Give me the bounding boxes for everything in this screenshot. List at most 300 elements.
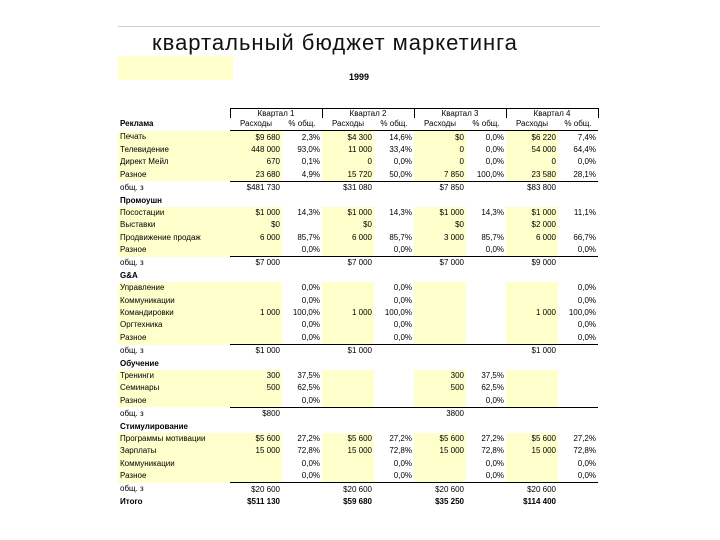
percent-cell (374, 257, 414, 270)
row-label: Выставки (118, 219, 230, 231)
expense-cell (322, 332, 374, 345)
expense-cell: $481 730 (230, 181, 282, 194)
expense-cell: 0 (414, 156, 466, 168)
expense-cell: 15 000 (322, 445, 374, 457)
expense-cell: 448 000 (230, 144, 282, 156)
percent-cell (374, 483, 414, 496)
percent-cell (466, 294, 506, 306)
expense-cell (230, 244, 282, 257)
expense-cell (322, 319, 374, 331)
expense-cell: 23 580 (506, 169, 558, 182)
expense-cell (230, 294, 282, 306)
year-label: 1999 (348, 72, 370, 82)
percent-cell: 0,0% (577, 332, 596, 342)
percent-cell (466, 282, 506, 294)
percent-cell (466, 420, 506, 432)
expense-cell: $20 600 (230, 483, 282, 496)
expense-cell (506, 382, 558, 394)
expense-cell: 300 (230, 370, 282, 382)
percent-cell (282, 270, 322, 282)
expense-cell (506, 357, 558, 369)
expense-cell: $1 000 (414, 207, 466, 219)
expense-cell (414, 420, 466, 432)
percent-cell (282, 496, 322, 508)
percent-cell (282, 357, 322, 369)
expense-cell (230, 470, 282, 483)
expense-column-header: Расходы (322, 118, 374, 131)
row-label: Зарплаты (118, 445, 230, 457)
percent-cell: 0,0% (393, 332, 412, 342)
table-row (118, 207, 598, 219)
expense-cell: $1 000 (506, 207, 558, 219)
percent-cell: 64,4% (573, 144, 596, 154)
expense-column-header: Расходы (230, 118, 282, 131)
expense-cell: $5 600 (322, 433, 374, 445)
percent-cell (466, 496, 506, 508)
row-label: Директ Мейл (118, 156, 230, 168)
subtotal-row (118, 483, 598, 496)
expense-cell: $83 800 (506, 181, 558, 194)
expense-cell (322, 194, 374, 206)
percent-cell: 0,0% (393, 157, 412, 167)
percent-cell: 0,0% (577, 157, 596, 167)
percent-cell: 27,2% (389, 433, 412, 443)
title-rule (118, 26, 600, 27)
percent-cell (374, 370, 414, 382)
row-label: Реклама (120, 119, 154, 129)
row-label: общ. з (120, 484, 144, 494)
percent-cell: 0,0% (301, 283, 320, 293)
percent-cell: 0,0% (301, 471, 320, 481)
expense-cell: $7 000 (322, 257, 374, 270)
percent-cell (282, 345, 322, 358)
row-label: Разное (118, 470, 230, 483)
percent-cell: 0,0% (577, 283, 596, 293)
row-label: Разное (118, 332, 230, 345)
percent-cell: 0,0% (577, 295, 596, 305)
expense-cell: 7 850 (414, 169, 466, 182)
row-label: Разное (118, 169, 230, 182)
percent-cell: 0,0% (393, 283, 412, 293)
percent-cell: 100,0% (568, 308, 596, 318)
percent-cell: 7,4% (577, 132, 596, 142)
percent-cell (558, 257, 598, 270)
expense-cell: $35 250 (435, 496, 464, 506)
subtotal-row (118, 181, 598, 194)
percent-cell: 62,5% (297, 383, 320, 393)
column-header-row (118, 118, 598, 131)
table-row (118, 382, 598, 394)
expense-cell (414, 319, 466, 331)
percent-cell (466, 483, 506, 496)
expense-cell (230, 357, 282, 369)
table-row (118, 294, 598, 306)
percent-cell: 28,1% (573, 169, 596, 179)
expense-cell: $1 000 (506, 345, 558, 358)
expense-cell (414, 307, 466, 319)
percent-cell (466, 407, 506, 420)
expense-cell: $0 (230, 219, 282, 231)
expense-cell: $2 000 (506, 219, 558, 231)
expense-cell: $20 600 (506, 483, 558, 496)
row-label: Разное (118, 395, 230, 408)
row-label: Оргтехника (118, 319, 230, 331)
percent-cell (374, 496, 414, 508)
percent-cell: 14,6% (389, 132, 412, 142)
expense-cell (230, 458, 282, 470)
percent-cell (558, 420, 598, 432)
percent-cell: 100,0% (384, 308, 412, 318)
expense-cell: $20 600 (414, 483, 466, 496)
grand-total-row (118, 496, 598, 508)
percent-cell (558, 181, 598, 194)
percent-cell (282, 407, 322, 420)
row-label: Коммуникации (118, 458, 230, 470)
expense-cell (506, 270, 558, 282)
percent-cell (466, 307, 506, 319)
row-label: Продвижение продаж (118, 232, 230, 244)
expense-cell: $1 000 (322, 345, 374, 358)
row-label: Тренинги (118, 370, 230, 382)
expense-cell (322, 370, 374, 382)
expense-cell (322, 282, 374, 294)
percent-cell (282, 257, 322, 270)
percent-cell: 0,0% (485, 458, 504, 468)
table-row (118, 219, 598, 231)
percent-cell (558, 382, 598, 394)
percent-cell: 0,0% (393, 320, 412, 330)
section-row (118, 270, 598, 282)
expense-cell: $7 000 (414, 257, 466, 270)
expense-cell (506, 470, 558, 483)
expense-cell: $0 (322, 219, 374, 231)
table-row (118, 445, 598, 457)
expense-cell: 670 (230, 156, 282, 168)
expense-cell: $511 130 (247, 496, 280, 506)
expense-cell (230, 270, 282, 282)
expense-cell (414, 345, 466, 358)
percent-cell (466, 319, 506, 331)
expense-cell (506, 319, 558, 331)
percent-cell: 0,0% (301, 245, 320, 255)
expense-cell: 0 (414, 144, 466, 156)
percent-cell: 0,1% (301, 157, 320, 167)
expense-cell (506, 194, 558, 206)
percent-cell (466, 181, 506, 194)
percent-cell: 0,0% (577, 320, 596, 330)
expense-cell: $20 600 (322, 483, 374, 496)
percent-cell: 72,8% (297, 446, 320, 456)
expense-cell (230, 194, 282, 206)
percent-cell: 0,0% (301, 320, 320, 330)
expense-cell: $5 600 (414, 433, 466, 445)
row-label: Посостации (118, 207, 230, 219)
percent-cell (282, 194, 322, 206)
percent-cell: 85,7% (389, 232, 412, 242)
section-row (118, 420, 598, 432)
row-label: Обучение (120, 358, 159, 368)
row-label: G&A (120, 270, 138, 280)
expense-cell (414, 282, 466, 294)
expense-cell (506, 458, 558, 470)
expense-cell: $5 600 (230, 433, 282, 445)
table-row (118, 332, 598, 345)
percent-cell (466, 257, 506, 270)
table-row (118, 144, 598, 156)
table-row (118, 319, 598, 331)
percent-column-header: % общ. (558, 118, 598, 131)
expense-cell: $0 (414, 131, 466, 144)
expense-cell (230, 332, 282, 345)
expense-cell: 0 (506, 156, 558, 168)
percent-cell (282, 483, 322, 496)
row-label: Коммуникации (118, 294, 230, 306)
expense-cell (506, 294, 558, 306)
percent-cell (558, 345, 598, 358)
row-label: Управление (118, 282, 230, 294)
quarter-header-row (118, 109, 598, 119)
expense-cell: 6 000 (230, 232, 282, 244)
expense-cell: 1 000 (322, 307, 374, 319)
expense-cell (414, 270, 466, 282)
corner-cell (118, 109, 230, 119)
expense-cell (322, 470, 374, 483)
percent-cell (558, 270, 598, 282)
percent-cell (466, 219, 506, 231)
percent-cell: 0,0% (393, 471, 412, 481)
percent-cell (374, 420, 414, 432)
row-label: Семинары (118, 382, 230, 394)
row-label: Стимулирование (120, 421, 189, 431)
expense-cell: $1 000 (230, 207, 282, 219)
expense-cell: 15 000 (230, 445, 282, 457)
percent-cell: 4,9% (301, 169, 320, 179)
expense-cell: $31 080 (322, 181, 374, 194)
expense-cell: 3800 (414, 407, 466, 420)
table-row (118, 307, 598, 319)
expense-cell: 6 000 (506, 232, 558, 244)
expense-cell: 15 000 (506, 445, 558, 457)
expense-cell: 1 000 (230, 307, 282, 319)
percent-cell: 14,3% (389, 207, 412, 217)
expense-cell: $114 400 (523, 496, 556, 506)
expense-cell: $0 (414, 219, 466, 231)
percent-column-header: % общ. (282, 118, 322, 131)
percent-cell (558, 496, 598, 508)
expense-cell: $9 000 (506, 257, 558, 270)
percent-column-header: % общ. (466, 118, 506, 131)
percent-cell: 100,0% (292, 308, 320, 318)
table-row (118, 458, 598, 470)
percent-cell: 0,0% (485, 132, 504, 142)
expense-cell: 300 (414, 370, 466, 382)
table-row (118, 169, 598, 182)
expense-cell (414, 194, 466, 206)
expense-cell: 11 000 (322, 144, 374, 156)
percent-cell (374, 382, 414, 394)
expense-cell (506, 282, 558, 294)
expense-column-header: Расходы (414, 118, 466, 131)
percent-cell (374, 357, 414, 369)
quarter-header: Квартал 4 (506, 109, 598, 119)
percent-cell (466, 345, 506, 358)
expense-cell (322, 407, 374, 420)
percent-cell: 0,0% (301, 458, 320, 468)
expense-cell (506, 370, 558, 382)
table-row (118, 244, 598, 257)
percent-cell: 0,0% (577, 245, 596, 255)
expense-cell (322, 270, 374, 282)
expense-cell (322, 357, 374, 369)
expense-cell (414, 244, 466, 257)
expense-cell (230, 420, 282, 432)
percent-cell: 0,0% (577, 471, 596, 481)
expense-cell (414, 294, 466, 306)
percent-cell: 0,0% (301, 295, 320, 305)
expense-cell (322, 395, 374, 408)
expense-cell: 6 000 (322, 232, 374, 244)
percent-cell: 0,0% (577, 458, 596, 468)
row-label: общ. з (120, 258, 144, 268)
expense-cell: 15 720 (322, 169, 374, 182)
percent-cell (374, 181, 414, 194)
percent-cell: 27,2% (573, 433, 596, 443)
expense-cell: $1 000 (322, 207, 374, 219)
table-row (118, 370, 598, 382)
expense-cell: 54 000 (506, 144, 558, 156)
quarter-header: Квартал 2 (322, 109, 414, 119)
row-label: Разное (118, 244, 230, 257)
table-row (118, 433, 598, 445)
percent-cell: 11,1% (573, 207, 596, 217)
percent-cell: 27,2% (297, 433, 320, 443)
expense-cell (230, 319, 282, 331)
percent-cell: 72,8% (389, 446, 412, 456)
table-row (118, 232, 598, 244)
expense-cell (506, 332, 558, 345)
percent-cell (374, 345, 414, 358)
percent-cell: 33,4% (389, 144, 412, 154)
percent-cell (466, 332, 506, 345)
percent-column-header: % общ. (374, 118, 414, 131)
expense-cell (230, 395, 282, 408)
percent-cell (466, 270, 506, 282)
percent-cell: 0,0% (393, 458, 412, 468)
row-label: Печать (118, 131, 230, 144)
percent-cell (558, 357, 598, 369)
expense-cell (506, 420, 558, 432)
percent-cell: 0,0% (485, 157, 504, 167)
budget-table-body (118, 109, 598, 509)
expense-cell: 0 (322, 156, 374, 168)
percent-cell: 2,3% (301, 132, 320, 142)
expense-cell (322, 458, 374, 470)
expense-cell: 23 680 (230, 169, 282, 182)
percent-cell (374, 219, 414, 231)
percent-cell: 0,0% (485, 144, 504, 154)
percent-cell (374, 395, 414, 408)
percent-cell: 72,8% (481, 446, 504, 456)
percent-cell (374, 270, 414, 282)
expense-cell (414, 458, 466, 470)
percent-cell: 62,5% (481, 383, 504, 393)
percent-cell (558, 407, 598, 420)
expense-cell: $7 000 (230, 257, 282, 270)
expense-column-header: Расходы (506, 118, 558, 131)
percent-cell (282, 219, 322, 231)
row-label: Телевидение (118, 144, 230, 156)
expense-cell: 3 000 (414, 232, 466, 244)
table-row (118, 395, 598, 408)
expense-cell (322, 382, 374, 394)
expense-cell: 1 000 (506, 307, 558, 319)
percent-cell: 0,0% (393, 245, 412, 255)
percent-cell: 93,0% (297, 144, 320, 154)
expense-cell (322, 294, 374, 306)
expense-cell (414, 470, 466, 483)
expense-cell (322, 244, 374, 257)
expense-cell (230, 282, 282, 294)
expense-cell: 15 000 (414, 445, 466, 457)
table-row (118, 131, 598, 144)
percent-cell (558, 395, 598, 408)
percent-cell: 37,5% (481, 371, 504, 380)
row-label: общ. з (120, 345, 144, 355)
percent-cell: 50,0% (389, 169, 412, 179)
section-row (118, 357, 598, 369)
budget-table (118, 108, 599, 508)
expense-cell: $1 000 (230, 345, 282, 358)
expense-cell (414, 357, 466, 369)
row-label: Промоушн (120, 195, 162, 205)
expense-cell: 500 (230, 382, 282, 394)
row-label: общ. з (120, 182, 144, 192)
percent-cell (466, 357, 506, 369)
percent-cell (282, 181, 322, 194)
percent-cell (558, 483, 598, 496)
quarter-header: Квартал 1 (230, 109, 322, 119)
subtotal-row (118, 257, 598, 270)
percent-cell: 27,2% (481, 433, 504, 443)
percent-cell: 37,5% (297, 371, 320, 380)
percent-cell: 0,0% (485, 471, 504, 481)
row-label: Программы мотивации (118, 433, 230, 445)
quarter-header: Квартал 3 (414, 109, 506, 119)
percent-cell: 14,3% (297, 207, 320, 217)
percent-cell: 0,0% (485, 245, 504, 255)
percent-cell (374, 194, 414, 206)
percent-cell: 0,0% (301, 395, 320, 405)
percent-cell: 100,0% (476, 169, 504, 179)
expense-cell: $7 850 (414, 181, 466, 194)
row-label: общ. з (120, 408, 144, 418)
percent-cell (466, 194, 506, 206)
expense-cell (414, 395, 466, 408)
percent-cell (282, 420, 322, 432)
page-title: квартальный бюджет маркетинга (152, 30, 518, 55)
table-row (118, 470, 598, 483)
table-row (118, 282, 598, 294)
expense-cell: $800 (230, 407, 282, 420)
percent-cell (558, 370, 598, 382)
expense-cell (414, 332, 466, 345)
expense-cell (322, 420, 374, 432)
expense-cell (506, 395, 558, 408)
section-row (118, 194, 598, 206)
percent-cell: 14,3% (481, 207, 504, 217)
percent-cell: 66,7% (573, 232, 596, 242)
percent-cell (558, 219, 598, 231)
